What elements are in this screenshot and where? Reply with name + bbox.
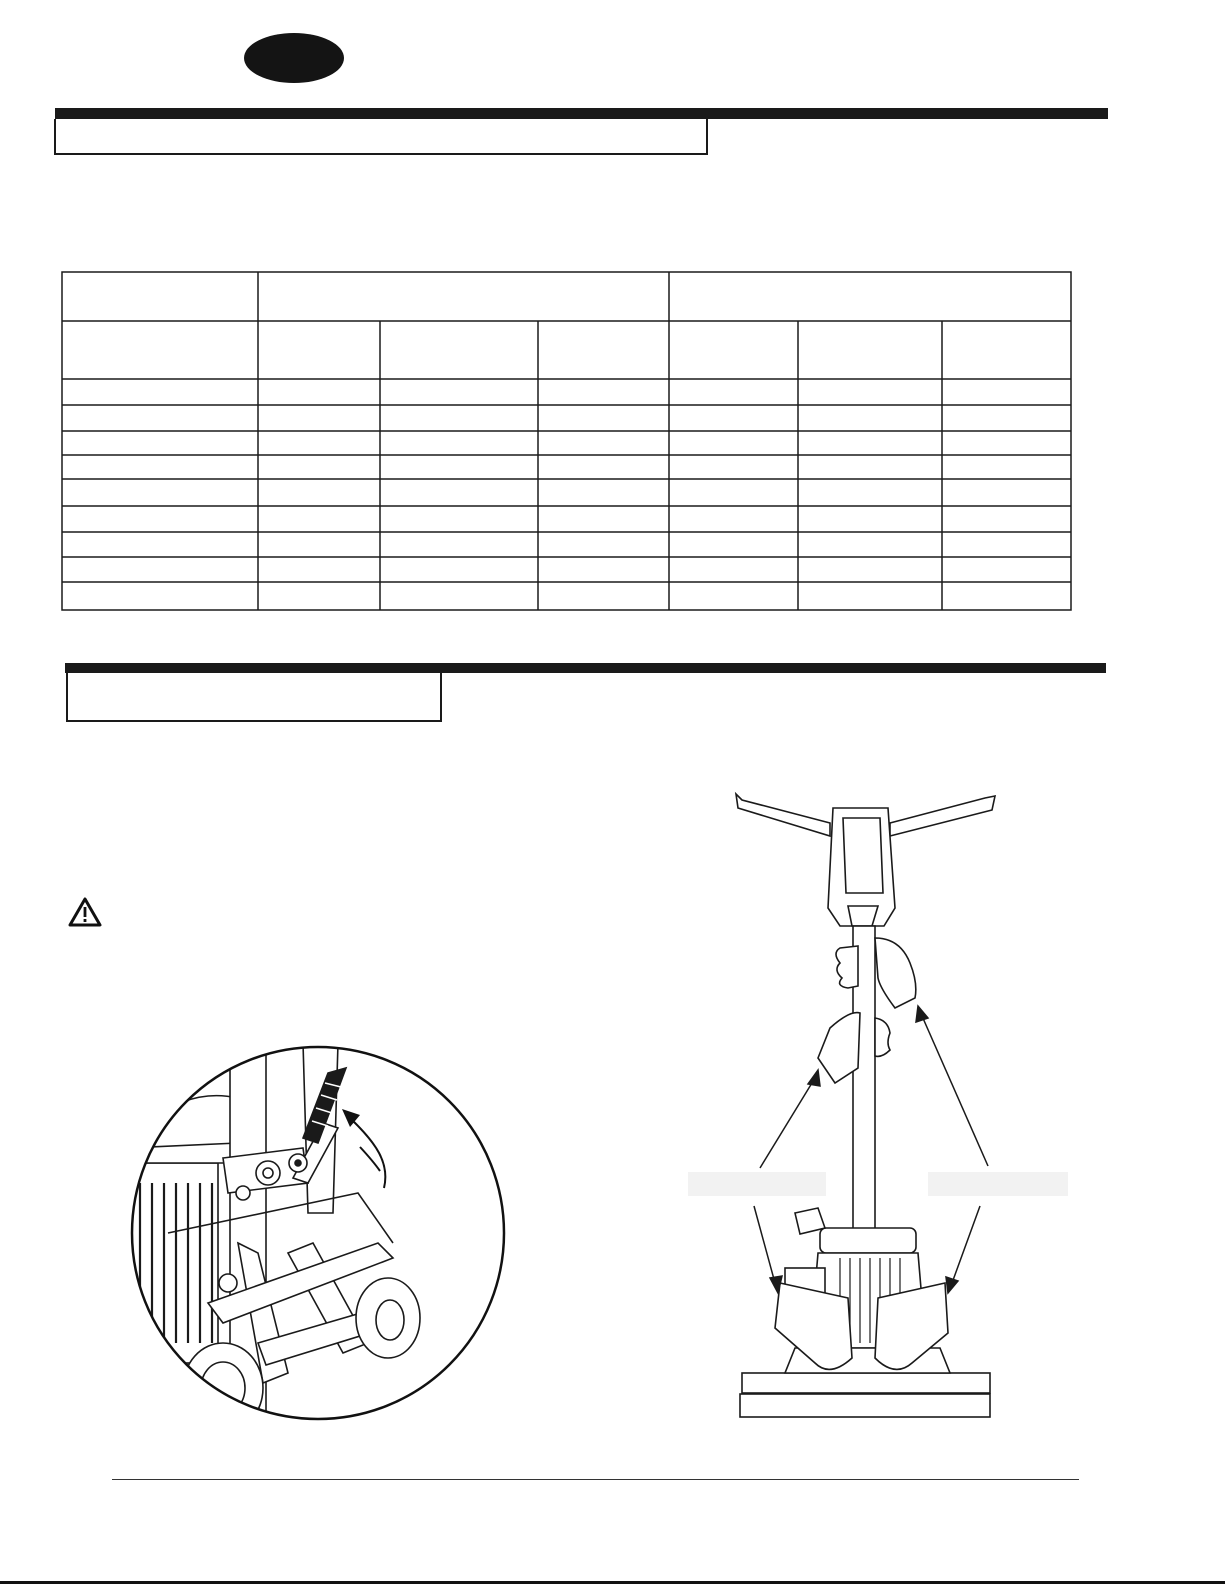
section-2-title-box: [66, 673, 442, 722]
section-2-rule: [65, 663, 1106, 673]
spec-table: [61, 271, 1072, 611]
floor-machine-lift-icon: [700, 788, 1100, 1428]
language-badge: [244, 33, 344, 83]
section-1-title-box: [54, 119, 708, 155]
callout-label-right: [928, 1172, 1068, 1196]
callout-label-left: [688, 1172, 826, 1196]
footer-rule: [112, 1479, 1079, 1480]
warning-triangle-icon: [67, 896, 103, 928]
handle-lever-detail-icon: [128, 1043, 513, 1423]
table-border: [62, 272, 1071, 610]
section-1-rule: [55, 108, 1108, 119]
page-bottom-edge: [0, 1581, 1225, 1584]
